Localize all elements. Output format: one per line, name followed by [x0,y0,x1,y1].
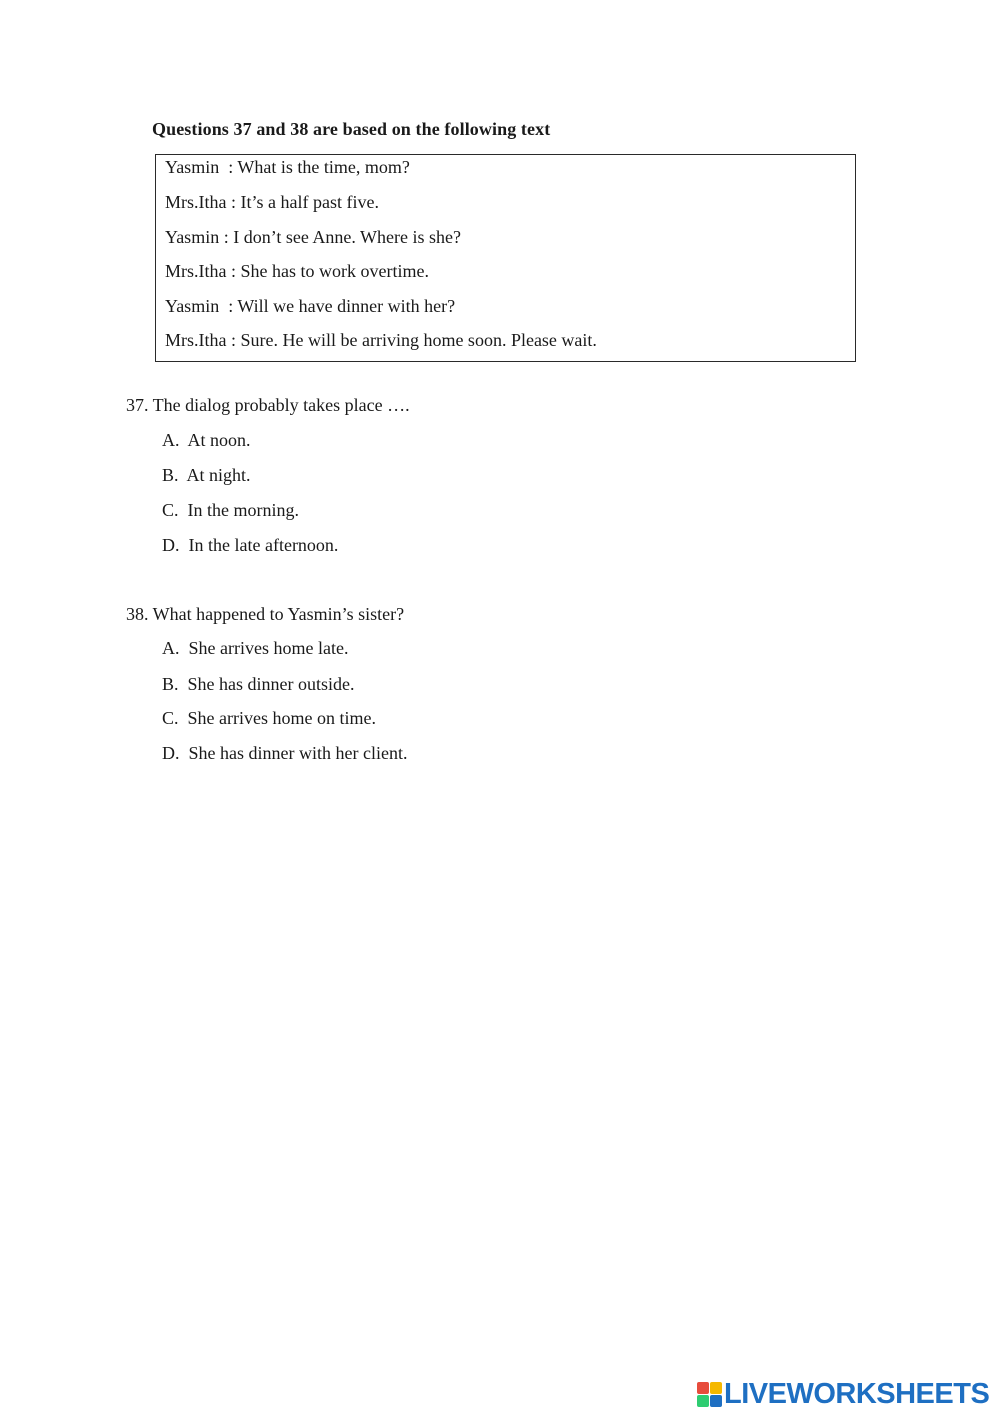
question-37-option-a[interactable]: A. At noon. [162,430,251,450]
question-37-option-d[interactable]: D. In the late afternoon. [162,535,339,555]
dialog-line: Yasmin : What is the time, mom? [165,157,410,177]
dialog-line: Mrs.Itha : She has to work overtime. [165,261,429,281]
liveworksheets-logo [697,1378,989,1410]
question-37-option-c[interactable]: C. In the morning. [162,500,299,520]
dialog-line: Yasmin : I don’t see Anne. Where is she? [165,227,461,247]
dialog-line: Mrs.Itha : Sure. He will be arriving home soon. Please wait. [165,330,597,350]
question-38-option-a[interactable]: A. She arrives home late. [162,638,349,658]
section-heading: Questions 37 and 38 are based on the following text [152,119,551,139]
question-37: 37. The dialog probably takes place …. [126,395,410,415]
question-38-option-d[interactable]: D. She has dinner with her client. [162,743,408,763]
question-38-option-c[interactable]: C. She arrives home on time. [162,708,376,728]
dialog-line: Yasmin : Will we have dinner with her? [165,296,456,316]
liveworksheets-logo-text: LIVEWORKSHEETS [724,1377,990,1410]
liveworksheets-logo-icon [697,1382,721,1406]
question-38-option-b[interactable]: B. She has dinner outside. [162,674,355,694]
question-38: 38. What happened to Yasmin’s sister? [126,604,405,624]
question-37-option-b[interactable]: B. At night. [162,465,251,485]
dialog-box [155,154,856,362]
dialog-line: Mrs.Itha : It’s a half past five. [165,192,379,212]
